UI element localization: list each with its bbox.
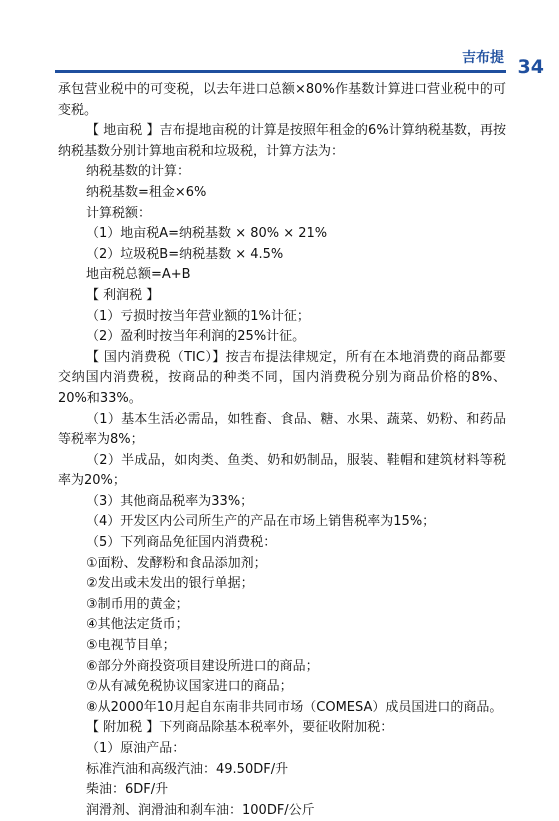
paragraph: ④其他法定货币； [86, 617, 189, 633]
paragraph: （5）下列商品免征国内消费税： [86, 535, 277, 551]
paragraph: 纳税基数的计算： [86, 164, 191, 180]
paragraph: ②发出或未发出的银行单据； [86, 576, 254, 592]
paragraph: 柴油：6DF/升 [86, 782, 169, 798]
running-header-title: 吉布提 [462, 50, 504, 66]
paragraph: 【 附加税 】下列商品除基本税率外，要征收附加税： [86, 720, 394, 736]
paragraph: 承包营业税中的可变税，以去年进口总额×80%作基数计算进口营业税中的可变税。 [58, 82, 506, 118]
page-body [58, 80, 506, 821]
paragraph: 纳税基数=租金×6% [86, 184, 207, 200]
paragraph: ⑧从2000年10月起自东南非共同市场（COMESA）成员国进口的商品。 [86, 699, 503, 715]
paragraph: 标准汽油和高级汽油：49.50DF/升 [86, 761, 289, 777]
paragraph: （2）垃圾税B=纳税基数 × 4.5% [86, 246, 284, 262]
paragraph: （2）半成品，如肉类、鱼类、奶和奶制品，服装、鞋帽和建筑材料等税率为20%； [58, 452, 506, 489]
page-number: 34 [517, 56, 544, 78]
paragraph: 【 地亩税 】吉布提地亩税的计算是按照年租金的6%计算纳税基数，再按纳税基数分别计算地亩税和垃圾税，计算方法为： [58, 123, 506, 159]
paragraph: （4）开发区内公司所生产的产品在市场上销售税率为15%； [86, 514, 436, 530]
paragraph: （1）地亩税A=纳税基数 × 80% × 21% [86, 226, 328, 242]
paragraph: ⑥部分外商投资项目建设所进口的商品； [86, 658, 319, 674]
paragraph: （3）其他商品税率为33%； [86, 493, 254, 509]
paragraph: 计算税额： [86, 205, 152, 221]
paragraph: （1）基本生活必需品，如牲畜、食品、糖、水果、蔬菜、奶粉、和药品等税率为8%； [58, 411, 506, 448]
paragraph: 【 国内消费税（TIC）】按吉布提法律规定，所有在本地消费的商品都要交纳国内消费税，按商品的种类不同，国内消费税分别为商品价格的8%、20%和33%。 [58, 349, 506, 406]
paragraph: ⑤电视节目单； [86, 638, 176, 654]
paragraph: ⑦从有减免税协议国家进口的商品； [86, 679, 293, 695]
paragraph: （1）原油产品： [86, 741, 186, 756]
paragraph: 润滑剂、润滑油和刹车油：100DF/公斤 [86, 802, 315, 818]
paragraph: 【 利润税 】 [86, 287, 160, 303]
paragraph: 地亩税总额=A+B [86, 267, 191, 283]
paragraph: （1）亏损时按当年营业额的1%计征； [86, 308, 310, 324]
paragraph: （2）盈利时按当年利润的25%计征。 [86, 329, 306, 345]
paragraph: ①面粉、发酵粉和食品添加剂； [86, 555, 267, 571]
paragraph: ③制币用的黄金； [86, 596, 189, 612]
header-rule [55, 70, 506, 73]
